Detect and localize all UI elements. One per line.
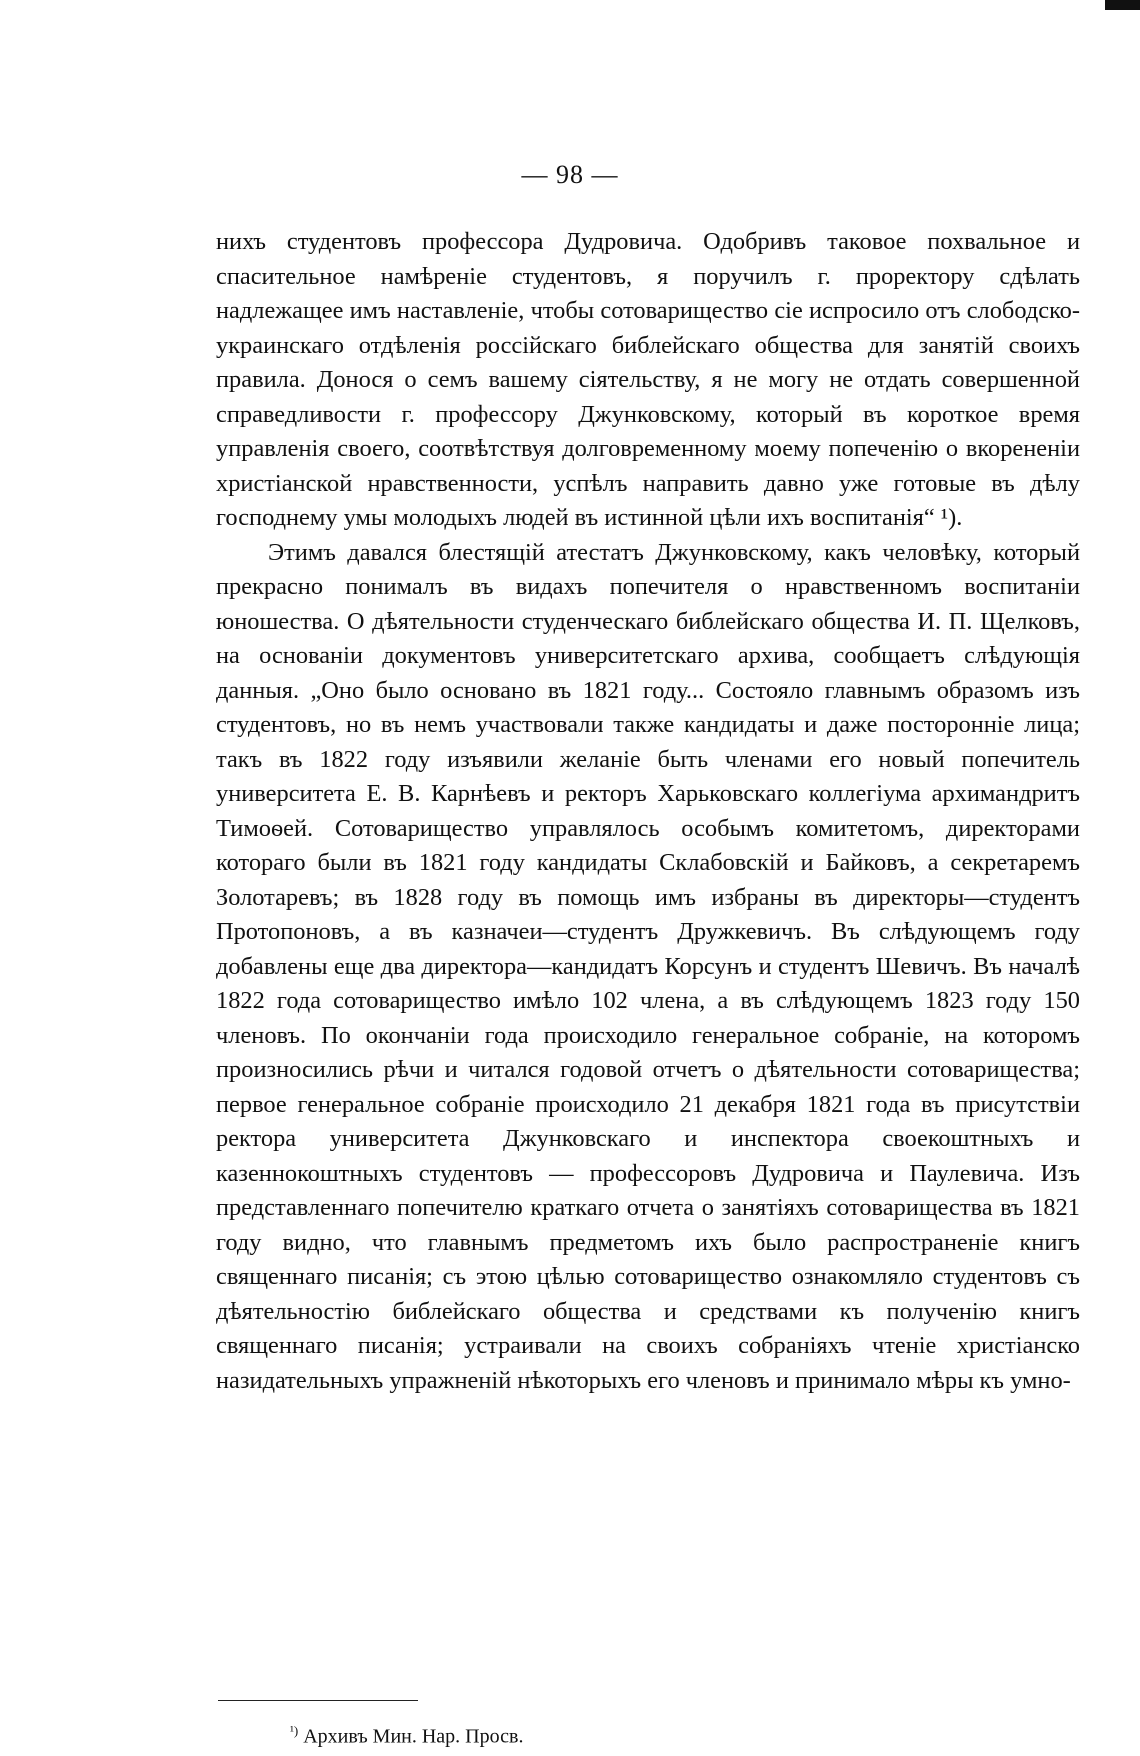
paragraph-1: нихъ студентовъ профессора Дудровича. Одобривъ таковое похвальное и спасительное намѣреніе студентовъ, я поручилъ г. проректору сдѣлать надлежащее имъ наставленіе, чтобы сотоварищество сіе испросило отъ слободско-украинскаго отдѣленія россійскаго библейскаго общества для занятій своихъ правила. Донося о семъ вашему сіятельству, я не могу не отдать совершенной справедливости г. профессору Джунковскому, который въ короткое время управленія своего, соотвѣтствуя долговременному моему попеченію о вкорененіи христіанской нравственности, успѣлъ направить давно уже готовые въ дѣлу господнему умы молодыхъ людей въ истинной цѣли ихъ воспитанія“ ¹). [216, 228, 1080, 531]
body-text [216, 225, 1080, 1398]
footnote-text: Архивъ Мин. Нар. Просв. [303, 1725, 524, 1748]
footnote-marker: ¹) [290, 1723, 299, 1738]
corner-mark [1105, 0, 1140, 10]
paragraph-2: Этимъ давался блестящій атестатъ Джунковскому, какъ человѣку, который прекрасно понималъ въ видахъ попечителя о нравственномъ воспитаніи юношества. О дѣятельности студенческаго библейскаго общества И. П. Щелковъ, на основаніи документовъ университетскаго архива, сообщаетъ слѣдующія данныя. „Оно было основано въ 1821 году... Состояло главнымъ образомъ изъ студентовъ, но въ немъ участвовали также кандидаты и даже посторонніе лица; такъ въ 1822 году изъявили желаніе быть членами его новый попечитель университета Е. В. Карнѣевъ и ректоръ Харьковскаго коллегіума архимандритъ Тимоѳей. Сотоварищество управлялось особымъ комитетомъ, директорами котораго были въ 1821 году кандидаты Склабовскій и Байковъ, а секретаремъ Золотаревъ; въ 1828 году въ помощь имъ избраны въ директоры—студентъ Протопоновъ, а въ казначеи—студентъ Дружкевичъ. Въ слѣдующемъ году добавлены еще два директора—кандидатъ Корсунъ и студентъ Шевичъ. Въ началѣ 1822 года сотоварищество имѣло 102 члена, а въ слѣдующемъ 1823 году 150 членовъ. По окончаніи года происходило генеральное собраніе, на которомъ произносились рѣчи и читался годовой отчетъ о дѣятельности сотоварищества; первое генеральное собраніе происходило 21 декабря 1821 года въ присутствіи ректора университета Джунковскаго и инспектора своекоштныхъ и казеннокоштныхъ студентовъ — профессоровъ Дудровича и Паулевича. Изъ представленнаго попечителю краткаго отчета о занятіяхъ сотоварищества въ 1821 году видно, что главнымъ предметомъ ихъ было распространеніе книгъ священнаго писанія; съ этою цѣлью сотоварищество ознакомляло студентовъ съ дѣятельностію библейскаго общества и средствами къ полученію книгъ священнаго писанія; устраивали на своихъ собраніяхъ чтеніе христіанско назидательныхъ упражненій нѣкоторыхъ его членовъ и принимало мѣры къ умно- [216, 538, 1080, 1394]
footnote-divider [218, 1700, 418, 1701]
page-number: — 98 — [521, 160, 619, 189]
footnote [290, 1718, 523, 1750]
